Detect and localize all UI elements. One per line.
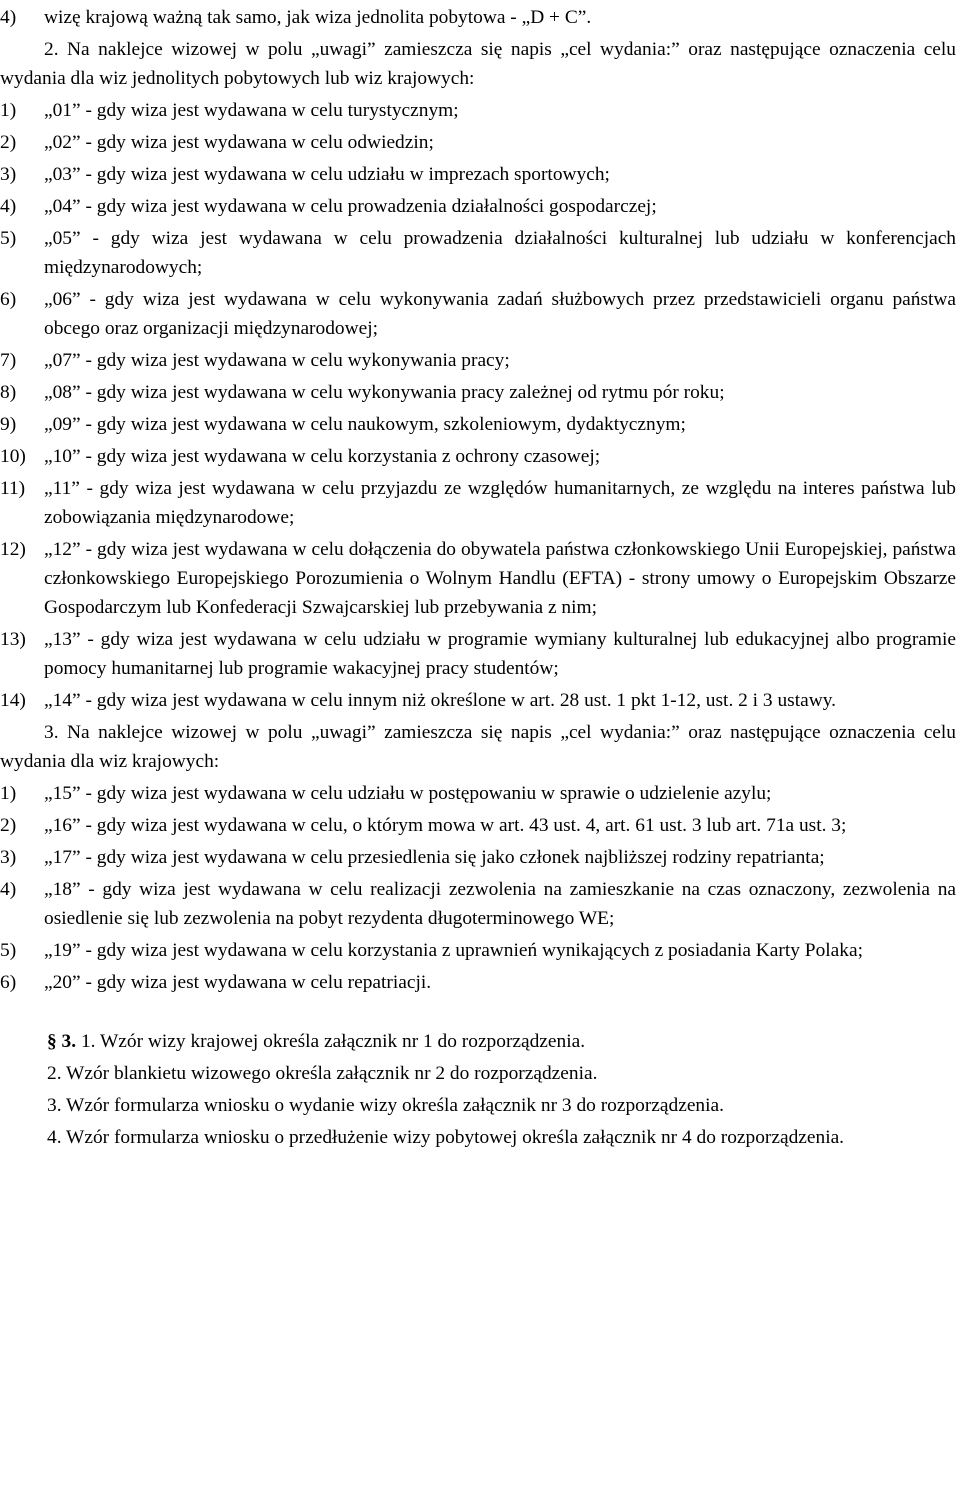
list-item <box>0 811 956 840</box>
list-item <box>0 224 956 282</box>
paragraph-2-intro: 2. Na naklejce wizowej w polu „uwagi” zamieszcza się napis „cel wydania:” oraz następujące oznaczenia celu wydania dla wiz jednolitych pobytowych lub wiz krajowych: <box>0 39 956 89</box>
list-item <box>0 535 956 622</box>
list-item-text: „03” - gdy wiza jest wydawana w celu udziału w imprezach sportowych; <box>44 164 610 185</box>
list-item-text: „15” - gdy wiza jest wydawana w celu udziału w postępowaniu w sprawie o udzielenie azylu; <box>44 783 772 804</box>
list-item <box>0 128 956 157</box>
list-item-number: 2) <box>0 132 17 153</box>
list-item-number: 5) <box>0 940 17 961</box>
list-item <box>0 625 956 683</box>
list-item-text: „01” - gdy wiza jest wydawana w celu turystycznym; <box>44 100 459 121</box>
list-item <box>0 968 956 997</box>
list-item-number: 6) <box>0 289 17 310</box>
list-item <box>0 96 956 125</box>
list-item <box>0 442 956 471</box>
list-item-number: 4) <box>0 7 17 28</box>
list-item-text: „06” - gdy wiza jest wydawana w celu wykonywania zadań służbowych przez przedstawicieli organu państwa obcego oraz organizacji międzynarodowej; <box>44 289 956 339</box>
list-item-text: „11” - gdy wiza jest wydawana w celu przyjazdu ze względów humanitarnych, ze względu na interes państwa lub zobowiązania międzynarodowe; <box>44 478 956 528</box>
list-item-text: „04” - gdy wiza jest wydawana w celu prowadzenia działalności gospodarczej; <box>44 196 657 217</box>
list-item <box>0 285 956 343</box>
list-item <box>0 779 956 808</box>
list-item-number: 12) <box>0 539 26 560</box>
section-3-item-text: 3. Wzór formularza wniosku o wydanie wizy określa załącznik nr 3 do rozporządzenia. <box>47 1095 724 1116</box>
list-item-number: 4) <box>0 879 17 900</box>
list-item-number: 13) <box>0 629 26 650</box>
section-3-item-text: 2. Wzór blankietu wizowego określa załącznik nr 2 do rozporządzenia. <box>47 1063 598 1084</box>
list-item-text: „16” - gdy wiza jest wydawana w celu, o którym mowa w art. 43 ust. 4, art. 61 ust. 3 lub art. 71a ust. 3; <box>44 815 847 836</box>
list-item <box>0 474 956 532</box>
list-item-text: „08” - gdy wiza jest wydawana w celu wykonywania pracy zależnej od rytmu pór roku; <box>44 382 725 403</box>
list-item <box>0 160 956 189</box>
section-3-number: § 3. <box>47 1031 77 1052</box>
list-item-number: 8) <box>0 382 17 403</box>
list-item-text: „14” - gdy wiza jest wydawana w celu innym niż określone w art. 28 ust. 1 pkt 1-12, ust. 2 i 3 ustawy. <box>44 690 836 711</box>
list-item-text: wizę krajową ważną tak samo, jak wiza jednolita pobytowa - „D + C”. <box>44 7 592 28</box>
list-item-text: „02” - gdy wiza jest wydawana w celu odwiedzin; <box>44 132 434 153</box>
list-item <box>0 378 956 407</box>
list-item-text: „12” - gdy wiza jest wydawana w celu dołączenia do obywatela państwa członkowskiego Unii Europejskiej, państwa członkowskiego Europejskiego Porozumienia o Wolnym Handlu (EFTA) - strony umowy o Europejskim Obszarze Gospodarczym lub Konfederacji Szwajcarskiej lub przebywania z nim; <box>44 539 956 618</box>
section-3-item <box>0 1091 956 1120</box>
list-item-number: 6) <box>0 972 17 993</box>
list-item-number: 2) <box>0 815 17 836</box>
list-item-number: 3) <box>0 164 17 185</box>
list-item-text: „18” - gdy wiza jest wydawana w celu realizacji zezwolenia na zamieszkanie na czas oznaczony, zezwolenia na osiedlenie się lub zezwolenia na pobyt rezydenta długoterminowego WE; <box>44 879 956 929</box>
list-item-number: 14) <box>0 690 26 711</box>
list-item-number: 1) <box>0 783 17 804</box>
list-item-number: 9) <box>0 414 17 435</box>
list-item <box>0 410 956 439</box>
list-item-text: „05” - gdy wiza jest wydawana w celu prowadzenia działalności kulturalnej lub udziału w konferencjach międzynarodowych; <box>44 228 956 278</box>
list-item-text: „10” - gdy wiza jest wydawana w celu korzystania z ochrony czasowej; <box>44 446 601 467</box>
paragraph-3-list <box>0 779 956 997</box>
list-item-number: 1) <box>0 100 17 121</box>
list-item-number: 11) <box>0 478 26 499</box>
list-item <box>0 936 956 965</box>
list-item-text: „13” - gdy wiza jest wydawana w celu udziału w programie wymiany kulturalnej lub edukacyjnej albo programie pomocy humanitarnej lub programie wakacyjnej pracy studentów; <box>44 629 956 679</box>
list-item <box>0 346 956 375</box>
list-item-number: 3) <box>0 847 17 868</box>
list-item-text: „20” - gdy wiza jest wydawana w celu repatriacji. <box>44 972 432 993</box>
list-item-text: „19” - gdy wiza jest wydawana w celu korzystania z uprawnień wynikających z posiadania Karty Polaka; <box>44 940 863 961</box>
section-3-item <box>0 1123 956 1152</box>
list-item <box>0 192 956 221</box>
list-item-number: 7) <box>0 350 17 371</box>
section-3-item <box>0 1027 956 1056</box>
list-item-number: 4) <box>0 196 17 217</box>
list-item <box>0 686 956 715</box>
section-3-item-text: 1. Wzór wizy krajowej określa załącznik nr 1 do rozporządzenia. <box>80 1031 586 1052</box>
section-3-item-text: 4. Wzór formularza wniosku o przedłużenie wizy pobytowej określa załącznik nr 4 do rozporządzenia. <box>47 1127 845 1148</box>
list-item <box>0 3 956 32</box>
list-item-number: 10) <box>0 446 26 467</box>
list-item-text: „07” - gdy wiza jest wydawana w celu wykonywania pracy; <box>44 350 510 371</box>
list-item-text: „17” - gdy wiza jest wydawana w celu przesiedlenia się jako członek najbliższej rodziny repatrianta; <box>44 847 825 868</box>
paragraph-3-intro: 3. Na naklejce wizowej w polu „uwagi” zamieszcza się napis „cel wydania:” oraz następujące oznaczenia celu wydania dla wiz krajowych: <box>0 722 956 772</box>
list-item <box>0 875 956 933</box>
list-item-text: „09” - gdy wiza jest wydawana w celu naukowym, szkoleniowym, dydaktycznym; <box>44 414 686 435</box>
section-3-item <box>0 1059 956 1088</box>
list-item-number: 5) <box>0 228 17 249</box>
list-item <box>0 843 956 872</box>
paragraph-2-list <box>0 96 956 715</box>
